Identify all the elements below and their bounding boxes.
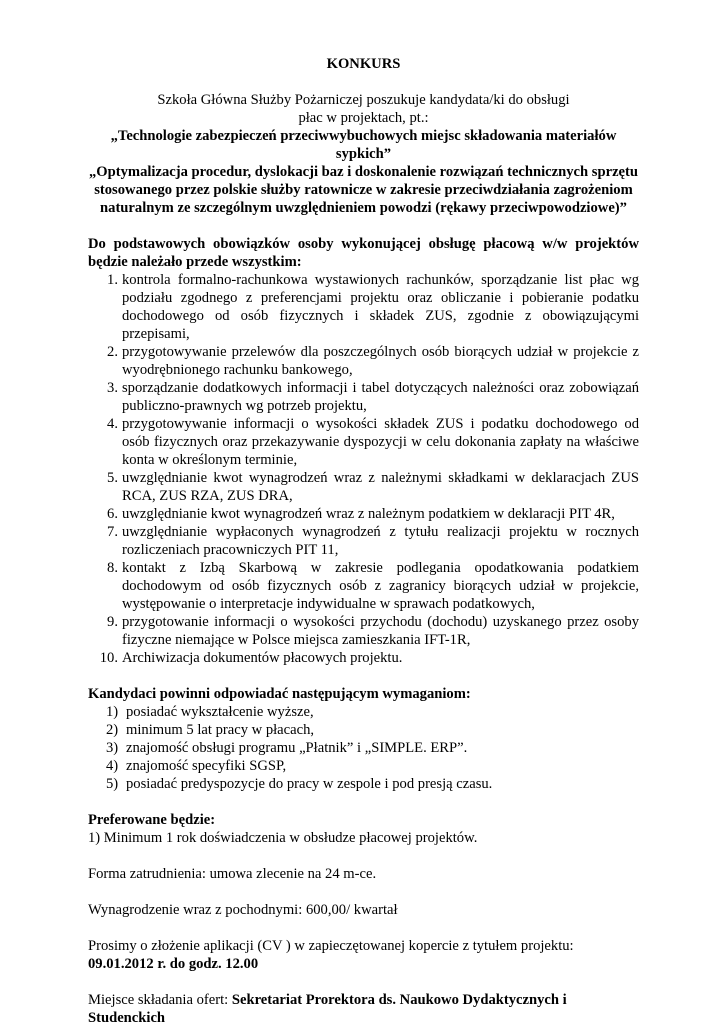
list-item: 6. uwzględnianie kwot wynagrodzeń wraz z należnym podatkiem w deklaracji PIT 4R,	[107, 506, 615, 522]
requirements-heading: Kandydaci powinni odpowiadać następującym wymaganiom:	[88, 686, 471, 702]
document-title: KONKURS	[326, 56, 401, 72]
submission-place-value: Sekretariat Prorektora ds. Naukowo Dydaktycznych i Studenckich	[88, 992, 567, 1026]
list-item: 10. Archiwizacja dokumentów płacowych projektu.	[99, 650, 403, 666]
application-deadline: 09.01.2012 r. do godz. 12.00	[88, 956, 259, 972]
list-item: 4. przygotowywanie informacji o wysokości składek ZUS i podatku dochodowego od osób fizycznych oraz przekazywanie dyspozycji w celu dokonania zapłaty na właściwe konta w określonym terminie,	[107, 416, 639, 468]
salary-info: Wynagrodzenie wraz z pochodnymi: 600,00/ kwartał	[88, 902, 398, 918]
project-title-2: „Optymalizacja procedur, dyslokacji baz i doskonalenie rozwiązań technicznych sprzętu stosowanego przez polskie służby ratownicze w zakresie przeciwdziałania zagrożeniom naturalnym ze szczególnym uwzględnieniem powodzi (rękawy przeciwpowodziowe)”	[88, 164, 638, 216]
duties-heading: Do podstawowych obowiązków osoby wykonującej obsługę płacową w/w projektów będzie należało przede wszystkim:	[88, 236, 639, 270]
list-item: 4) znajomość specyfiki SGSP,	[106, 758, 287, 774]
intro-line-1: Szkoła Główna Służby Pożarniczej poszukuje kandydata/ki do obsługi	[157, 92, 570, 108]
submission-place	[88, 991, 639, 1027]
list-item: 2. przygotowywanie przelewów dla poszczególnych osób biorących udział w projekcie z wyodrębnionego rachunku bankowego,	[107, 344, 639, 378]
requirements-list	[88, 703, 639, 793]
list-item: 5) posiadać predyspozycje do pracy w zespole i pod presją czasu.	[106, 776, 493, 792]
list-item: 3) znajomość obsługi programu „Płatnik” i „SIMPLE. ERP”.	[106, 740, 468, 756]
application-text: Prosimy o złożenie aplikacji (CV ) w zapieczętowanej kopercie z tytułem projektu:	[88, 938, 574, 954]
list-item: 3. sporządzanie dodatkowych informacji i tabel dotyczących należności oraz zobowiązań publiczno-prawnych wg potrzeb projektu,	[107, 380, 639, 414]
list-item: 1. kontrola formalno-rachunkowa wystawionych rachunków, sporządzanie list płac wg podziału zgodnego z preferencjami projektu oraz obliczanie i pobieranie podatku dochodowego od osób fizycznych i składek ZUS, zgodnie z obowiązującymi przepisami,	[107, 272, 639, 342]
duties-list	[88, 271, 639, 667]
preferred-item: 1) Minimum 1 rok doświadczenia w obsłudze płacowej projektów.	[88, 830, 478, 846]
project-title-1: „Technologie zabezpieczeń przeciwwybuchowych miejsc składowania materiałów sypkich”	[110, 128, 617, 162]
preferred-heading: Preferowane będzie:	[88, 812, 216, 828]
list-item: 1) posiadać wykształcenie wyższe,	[106, 704, 314, 720]
list-item: 7. uwzględnianie wypłaconych wynagrodzeń z tytułu realizacji projektu w rocznych rozliczeniach pracowniczych PIT 11,	[107, 524, 639, 558]
document-page	[88, 55, 639, 1027]
intro-line-2: płac w projektach, pt.:	[298, 110, 429, 126]
employment-form: Forma zatrudnienia: umowa zlecenie na 24 m-ce.	[88, 866, 377, 882]
list-item: 9. przygotowanie informacji o wysokości przychodu (dochodu) uzyskanego przez osoby fizyczne niemające w Polsce miejsca zamieszkania IFT-1R,	[107, 614, 639, 648]
list-item: 8. kontakt z Izbą Skarbową w zakresie podlegania opodatkowania podatkiem dochodowym od osób fizycznych osób z zagranicy biorących udział w projekcie, występowanie o interpretacje indywidualne w sprawach podatkowych,	[107, 560, 639, 612]
submission-place-label: Miejsce składania ofert:	[88, 992, 232, 1008]
list-item: 5. uwzględnianie kwot wynagrodzeń wraz z należnymi składkami w deklaracjach ZUS RCA, ZUS RZA, ZUS DRA,	[107, 470, 639, 504]
list-item: 2) minimum 5 lat pracy w płacach,	[106, 722, 315, 738]
